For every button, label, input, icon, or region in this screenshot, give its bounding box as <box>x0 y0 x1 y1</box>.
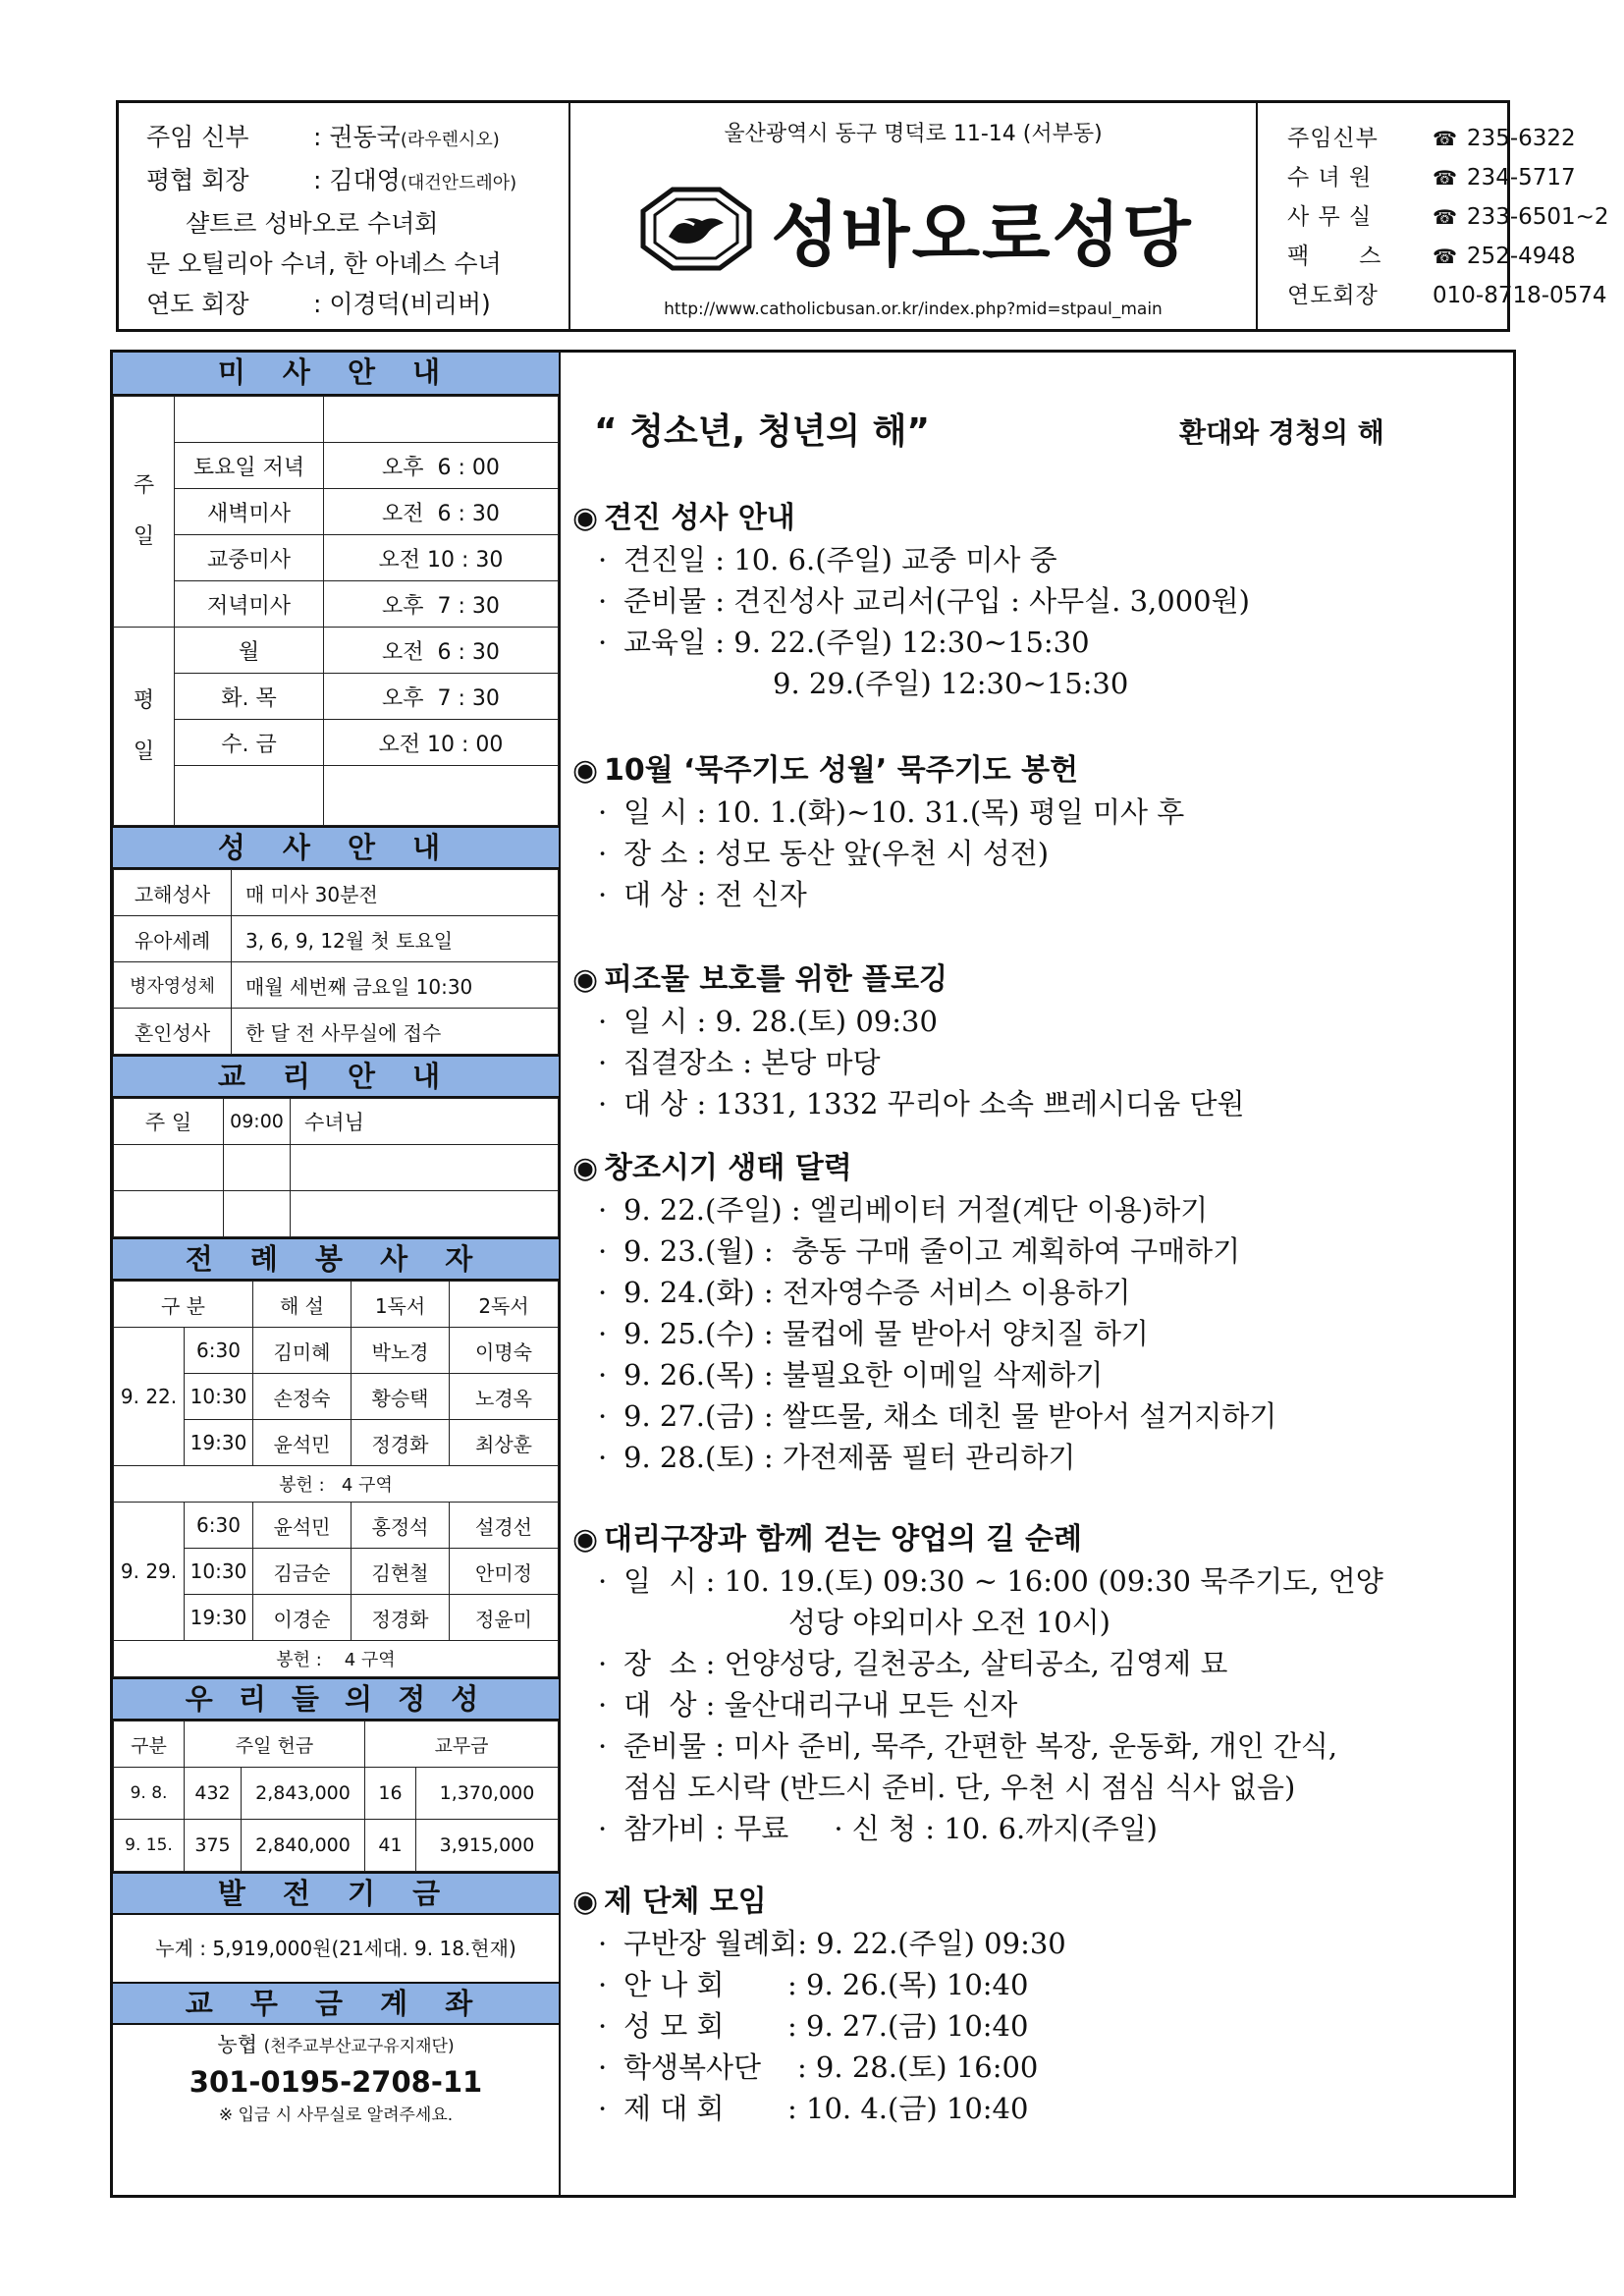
church-name: 성바오로성당 <box>771 193 1193 276</box>
offering-amount: 3,915,000 <box>416 1820 559 1872</box>
announcement-title <box>572 1882 1476 1923</box>
server-time: 10:30 <box>185 1549 253 1595</box>
table-row <box>114 1466 559 1503</box>
dot-icon: · <box>598 837 608 870</box>
announcement-line <box>572 2047 1476 2088</box>
announcement-line-text: 일 시 : 10. 19.(토) 09:30 ~ 16:00 (09:30 묵주기도, 언양 <box>623 1564 1383 1598</box>
server-name: 홍정석 <box>352 1503 450 1549</box>
contact-phone: 233-6501~2 <box>1466 204 1609 230</box>
announcement-line-text: 제 대 회 : 10. 4.(금) 10:40 <box>623 2092 1029 2125</box>
announcement-title <box>572 1519 1476 1560</box>
year-theme-title: “ 청소년, 청년의 해” <box>594 411 931 452</box>
dot-icon: · <box>598 2092 608 2125</box>
announcement-block <box>572 1148 1476 1478</box>
contact-row <box>1287 119 1576 158</box>
table-row <box>114 1191 559 1237</box>
announcement-line <box>572 1560 1476 1602</box>
weekday-label: 평 일 <box>114 628 175 826</box>
contact-label: 주임신부 <box>1287 126 1379 151</box>
catechism-time: 09:00 <box>224 1099 291 1145</box>
church-address: 울산광역시 동구 명덕로 11-14 (서부동) <box>724 122 1103 146</box>
server-name: 설경선 <box>450 1503 559 1549</box>
offerings-section-title: 우 리 들 의 정 성 <box>113 1677 559 1721</box>
server-name: 김금순 <box>253 1549 352 1595</box>
table-row <box>114 1328 559 1374</box>
mass-name: 화. 목 <box>175 674 324 720</box>
account-info <box>113 2025 559 2129</box>
mass-table <box>113 396 559 826</box>
year-theme-subtitle: 환대와 경청의 해 <box>1179 416 1384 449</box>
staff-extra: (라우렌시오) <box>400 130 500 150</box>
announcement-line <box>572 1964 1476 2005</box>
table-cell <box>114 1145 224 1191</box>
servers-table <box>113 1281 559 1677</box>
server-name: 김현철 <box>352 1549 450 1595</box>
contact-label: 수 녀 원 <box>1287 165 1373 191</box>
announcement-title-text: 창조시기 생태 달력 <box>604 1151 852 1185</box>
announcement-line <box>572 1725 1476 1767</box>
mass-time: 오전 10 : 00 <box>324 720 559 766</box>
dot-icon: · <box>598 543 608 576</box>
table-row <box>114 1145 559 1191</box>
announcement-line-text: 9. 23.(월) : 충동 구매 줄이고 계획하여 구매하기 <box>623 1234 1241 1268</box>
announcement-title <box>572 750 1476 792</box>
announcement-line <box>572 1354 1476 1395</box>
contact-label: 연도회장 <box>1287 283 1379 308</box>
server-name: 정윤미 <box>450 1595 559 1641</box>
sacrament-name: 병자영성체 <box>114 962 232 1009</box>
dot-icon: · <box>598 2009 608 2043</box>
announcement-block <box>572 1519 1476 1849</box>
offering-count: 16 <box>365 1768 416 1820</box>
contact-phone: 235-6322 <box>1466 126 1576 151</box>
dot-icon: · <box>598 795 608 829</box>
announcement-line-text: 성당 야외미사 오전 10시) <box>788 1606 1110 1639</box>
sidebar <box>113 353 561 2195</box>
announcement-line <box>572 1001 1476 1042</box>
dot-icon: · <box>598 1729 608 1763</box>
announcement-line-text: 9. 24.(화) : 전자영수증 서비스 이용하기 <box>623 1276 1131 1309</box>
contact-label: 사 무 실 <box>1287 204 1373 230</box>
dot-icon: · <box>598 1441 608 1474</box>
table-cell <box>114 1191 224 1237</box>
announcement-line <box>572 1643 1476 1684</box>
staff-sisters: 문 오틸리아 수녀, 한 아녜스 수녀 <box>146 249 502 278</box>
contact-row <box>1287 158 1576 197</box>
table-cell <box>291 1145 559 1191</box>
announcement-line-text: 일 시 : 9. 28.(토) 09:30 <box>623 1005 938 1038</box>
announcement-line <box>572 622 1476 663</box>
fund-section-title: 발 전 기 금 <box>113 1872 559 1915</box>
staff-label: 주임 신부 <box>146 123 249 151</box>
catechism-section-title: 교 리 안 내 <box>113 1055 559 1098</box>
dot-icon: · <box>598 1358 608 1392</box>
mass-time: 오전 10 : 30 <box>324 535 559 581</box>
announcement-line <box>572 1767 1476 1808</box>
column-header: 구 분 <box>114 1282 253 1328</box>
contact-label: 팩 스 <box>1287 244 1382 269</box>
catechism-table <box>113 1098 559 1237</box>
announcement-line-text: 9. 29.(주일) 12:30~15:30 <box>773 667 1129 700</box>
announcement-line <box>572 2005 1476 2047</box>
dot-icon: · <box>598 1234 608 1268</box>
announcement-line <box>572 663 1476 704</box>
announcement-title-text: 견진 성사 안내 <box>604 501 795 535</box>
table-row <box>114 1641 559 1677</box>
announcement-line-text: 9. 25.(수) : 물컵에 물 받아서 양치질 하기 <box>623 1317 1149 1350</box>
announcement-line <box>572 1808 1476 1849</box>
announcement-title <box>572 498 1476 539</box>
contact-row <box>1287 237 1576 276</box>
account-note: ※ 입금 시 사무실로 알려주세요. <box>218 2105 454 2125</box>
catechism-teacher: 수녀님 <box>291 1099 559 1145</box>
table-cell <box>291 1191 559 1237</box>
sacrament-value: 3, 6, 9, 12월 첫 토요일 <box>232 916 559 962</box>
table-row <box>114 916 559 962</box>
table-row <box>114 581 559 628</box>
sacrament-table <box>113 869 559 1055</box>
announcement-line-text: 참가비 : 무료 · 신 청 : 10. 6.까지(주일) <box>623 1812 1158 1845</box>
offering-count: 375 <box>185 1820 242 1872</box>
sacrament-value: 한 달 전 사무실에 접수 <box>232 1009 559 1055</box>
announcement-line-text: 장 소 : 성모 동산 앞(우천 시 성전) <box>623 837 1050 870</box>
table-cell <box>324 397 559 443</box>
offerings-table <box>113 1721 559 1872</box>
dot-icon: · <box>598 1688 608 1722</box>
sacrament-name: 고해성사 <box>114 870 232 916</box>
announcement-line <box>572 539 1476 580</box>
offering-amount: 2,840,000 <box>242 1820 365 1872</box>
mass-name: 토요일 저녁 <box>175 443 324 489</box>
announcement-title-text: 10월 ‘묵주기도 성월’ 묵주기도 봉헌 <box>604 753 1079 788</box>
announcement-line <box>572 1083 1476 1124</box>
mass-name: 교중미사 <box>175 535 324 581</box>
contact-phone: 010-8718-0574 <box>1433 283 1607 308</box>
account-holder: (천주교부산교구유지재단) <box>263 2037 455 2056</box>
offering-amount: 2,843,000 <box>242 1768 365 1820</box>
announcement-line <box>572 1395 1476 1437</box>
column-header: 구분 <box>114 1722 185 1768</box>
table-row <box>114 1099 559 1145</box>
server-name: 윤석민 <box>253 1503 352 1549</box>
server-name: 황승택 <box>352 1374 450 1420</box>
offering-date: 9. 8. <box>114 1768 185 1820</box>
fund-total: 누계 : 5,919,000원(21세대. 9. 18.현재) <box>155 1937 516 1960</box>
bullet-icon: ◉ <box>572 753 599 788</box>
column-header: 1독서 <box>352 1282 450 1328</box>
server-name: 이경순 <box>253 1595 352 1641</box>
bullet-icon: ◉ <box>572 1885 599 1919</box>
server-name: 윤석민 <box>253 1420 352 1466</box>
announcement-line <box>572 792 1476 833</box>
staff-sisters-order: 샬트르 성바오로 수녀회 <box>186 209 439 238</box>
table-row <box>114 1820 559 1872</box>
offering-count: 41 <box>365 1820 416 1872</box>
server-date: 9. 29. <box>114 1503 185 1641</box>
column-header: 2독서 <box>450 1282 559 1328</box>
server-name: 노경옥 <box>450 1374 559 1420</box>
table-row <box>114 766 559 826</box>
server-name: 박노경 <box>352 1328 450 1374</box>
table-row <box>114 720 559 766</box>
table-cell <box>224 1191 291 1237</box>
mass-time: 오전 6 : 30 <box>324 628 559 674</box>
account-bank: 농협 <box>217 2033 257 2056</box>
mass-name: 새벽미사 <box>175 489 324 535</box>
phone-icon: ☎ <box>1433 127 1457 150</box>
bullet-icon: ◉ <box>572 501 599 535</box>
announcement-line-text: 학생복사단 : 9. 28.(토) 16:00 <box>623 2050 1039 2084</box>
announcement-line <box>572 1602 1476 1643</box>
announcement-line-text: 준비물 : 미사 준비, 묵주, 간편한 복장, 운동화, 개인 간식, <box>623 1729 1338 1763</box>
contact-phone: 234-5717 <box>1466 165 1576 191</box>
announcement-line-text: 대 상 : 1331, 1332 꾸리아 소속 쁘레시디움 단원 <box>623 1087 1245 1121</box>
table-row <box>114 535 559 581</box>
announcement-title-text: 대리구장과 함께 걷는 양업의 길 순례 <box>604 1522 1082 1557</box>
announcement-line <box>572 1923 1476 1964</box>
mass-name: 월 <box>175 628 324 674</box>
announcements <box>563 353 1513 2195</box>
announcement-line-text: 9. 26.(목) : 불필요한 이메일 삭제하기 <box>623 1358 1104 1392</box>
staff-label: 연도 회장 <box>146 290 249 318</box>
dot-icon: · <box>598 1564 608 1598</box>
table-cell <box>324 766 559 826</box>
staff-value: 이경덕(비리버) <box>329 290 491 318</box>
announcement-line <box>572 1684 1476 1725</box>
announcement-line-text: 점심 도시락 (반드시 준비. 단, 우천 시 점심 식사 없음) <box>623 1771 1296 1804</box>
announcement-block <box>572 498 1476 704</box>
announcement-line-text: 대 상 : 울산대리구내 모든 신자 <box>623 1688 1018 1722</box>
sunday-label: 주 일 <box>114 397 175 628</box>
announcement-line <box>572 1272 1476 1313</box>
table-row <box>114 1722 559 1768</box>
dot-icon: · <box>598 2050 608 2084</box>
dot-icon: · <box>598 1927 608 1960</box>
table-row <box>114 1503 559 1549</box>
offering-count: 432 <box>185 1768 242 1820</box>
dot-icon: · <box>598 1317 608 1350</box>
bullet-icon: ◉ <box>572 962 599 997</box>
announcement-line-text: 준비물 : 견진성사 교리서(구입 : 사무실. 3,000원) <box>623 584 1250 618</box>
announcement-line-text: 구반장 월례회: 9. 22.(주일) 09:30 <box>623 1927 1066 1960</box>
server-name: 김미혜 <box>253 1328 352 1374</box>
announcement-line <box>572 1189 1476 1230</box>
announcement-line-text: 대 상 : 전 신자 <box>623 878 807 911</box>
sacrament-name: 유아세례 <box>114 916 232 962</box>
table-cell <box>175 397 324 443</box>
server-name: 안미정 <box>450 1549 559 1595</box>
dot-icon: · <box>598 1087 608 1121</box>
phone-icon: ☎ <box>1433 205 1457 229</box>
announcement-title-text: 제 단체 모임 <box>604 1885 767 1919</box>
dove-emblem-icon <box>633 182 759 276</box>
offering-zone: 봉헌 : 4 구역 <box>114 1641 559 1677</box>
server-time: 6:30 <box>185 1503 253 1549</box>
mass-name: 저녁미사 <box>175 581 324 628</box>
announcement-line-text: 9. 28.(토) : 가전제품 필터 관리하기 <box>623 1441 1076 1474</box>
bullet-icon: ◉ <box>572 1151 599 1185</box>
dot-icon: · <box>598 1812 608 1845</box>
column-header: 주일 헌금 <box>185 1722 365 1768</box>
sacrament-section-title: 성 사 안 내 <box>113 826 559 869</box>
announcement-line-text: 일 시 : 10. 1.(화)~10. 31.(목) 평일 미사 후 <box>623 795 1185 829</box>
dot-icon: · <box>598 1968 608 2001</box>
catechism-day: 주 일 <box>114 1099 224 1145</box>
announcement-line <box>572 833 1476 874</box>
mass-time: 오후 6 : 00 <box>324 443 559 489</box>
announcement-line <box>572 874 1476 915</box>
contact-row <box>1287 276 1607 315</box>
dot-icon: · <box>598 1046 608 1079</box>
offering-amount: 1,370,000 <box>416 1768 559 1820</box>
contact-list <box>1258 103 1609 345</box>
announcement-title-text: 피조물 보호를 위한 플로깅 <box>604 962 948 997</box>
table-row <box>114 962 559 1009</box>
server-name: 최상훈 <box>450 1420 559 1466</box>
announcement-block <box>572 1882 1476 2129</box>
table-cell <box>224 1145 291 1191</box>
table-row <box>114 397 559 443</box>
mass-name: 수. 금 <box>175 720 324 766</box>
announcement-line-text: 9. 27.(금) : 쌀뜨물, 채소 데친 물 받아서 설거지하기 <box>623 1399 1277 1433</box>
server-name: 정경화 <box>352 1420 450 1466</box>
dot-icon: · <box>598 1399 608 1433</box>
table-cell <box>175 766 324 826</box>
server-date: 9. 22. <box>114 1328 185 1466</box>
account-section-title: 교 무 금 계 좌 <box>113 1982 559 2025</box>
staff-memorial: 연도 회장 : 이경덕(비리버) <box>146 284 568 324</box>
table-row <box>114 628 559 674</box>
table-row <box>114 674 559 720</box>
mass-time: 오후 7 : 30 <box>324 674 559 720</box>
announcement-title <box>572 1148 1476 1189</box>
announcement-line <box>572 1042 1476 1083</box>
staff-value: 권동국 <box>329 123 401 151</box>
server-name: 손정숙 <box>253 1374 352 1420</box>
announcement-line-text: 집결장소 : 본당 마당 <box>623 1046 881 1079</box>
table-row <box>114 443 559 489</box>
server-time: 19:30 <box>185 1595 253 1641</box>
dot-icon: · <box>598 1005 608 1038</box>
server-time: 6:30 <box>185 1328 253 1374</box>
dot-icon: · <box>598 878 608 911</box>
table-row <box>114 1282 559 1328</box>
table-row <box>114 489 559 535</box>
church-logo <box>570 180 1256 278</box>
offering-zone: 봉헌 : 4 구역 <box>114 1466 559 1503</box>
servers-section-title: 전 례 봉 사 자 <box>113 1237 559 1281</box>
table-row <box>114 1768 559 1820</box>
dot-icon: · <box>598 1193 608 1227</box>
announcement-title <box>572 959 1476 1001</box>
column-header: 해 설 <box>253 1282 352 1328</box>
column-header: 교무금 <box>365 1722 559 1768</box>
announcement-line-text: 9. 22.(주일) : 엘리베이터 거절(계단 이용)하기 <box>623 1193 1209 1227</box>
contact-row <box>1287 197 1609 237</box>
mass-time: 오전 6 : 30 <box>324 489 559 535</box>
announcement-line-text: 교육일 : 9. 22.(주일) 12:30~15:30 <box>623 626 1090 659</box>
table-row <box>114 870 559 916</box>
staff-value: 김대영 <box>329 166 401 194</box>
announcement-line <box>572 580 1476 622</box>
sacrament-value: 매월 세번째 금요일 10:30 <box>232 962 559 1009</box>
staff-list <box>119 103 570 329</box>
staff-pastor: 주임 신부 : 권동국(라우렌시오) <box>146 117 568 160</box>
phone-icon: ☎ <box>1433 166 1457 190</box>
server-time: 10:30 <box>185 1374 253 1420</box>
dot-icon: · <box>598 1276 608 1309</box>
church-identity <box>570 103 1258 329</box>
announcement-line-text: 안 나 회 : 9. 26.(목) 10:40 <box>623 1968 1029 2001</box>
announcement-line-text: 장 소 : 언양성당, 길천공소, 살티공소, 김영제 묘 <box>623 1647 1228 1680</box>
account-bank-line <box>113 2029 559 2062</box>
server-name: 이명숙 <box>450 1328 559 1374</box>
dot-icon: · <box>598 584 608 618</box>
sacrament-value: 매 미사 30분전 <box>232 870 559 916</box>
bulletin-header <box>116 100 1609 332</box>
dot-icon: · <box>598 626 608 659</box>
staff-council: 평협 회장 : 김대영(대건안드레아) <box>146 160 568 203</box>
phone-icon: ☎ <box>1433 245 1457 268</box>
mass-time: 오후 7 : 30 <box>324 581 559 628</box>
bullet-icon: ◉ <box>572 1522 599 1557</box>
mass-section-title: 미 사 안 내 <box>113 353 559 396</box>
contact-phone: 252-4948 <box>1466 244 1576 269</box>
dot-icon: · <box>598 1647 608 1680</box>
offering-date: 9. 15. <box>114 1820 185 1872</box>
account-number: 301-0195-2708-11 <box>189 2065 483 2099</box>
church-url[interactable]: http://www.catholicbusan.or.kr/index.php?mid=stpaul_main <box>664 300 1163 319</box>
staff-extra: (대건안드레아) <box>400 173 517 193</box>
announcement-line <box>572 2088 1476 2129</box>
bulletin-body <box>110 350 1516 2198</box>
announcement-line <box>572 1437 1476 1478</box>
announcement-line <box>572 1230 1476 1272</box>
sacrament-name: 혼인성사 <box>114 1009 232 1055</box>
staff-label: 평협 회장 <box>146 166 249 194</box>
announcement-line <box>572 1313 1476 1354</box>
announcement-line-text: 성 모 회 : 9. 27.(금) 10:40 <box>623 2009 1029 2043</box>
server-time: 19:30 <box>185 1420 253 1466</box>
announcement-block <box>572 750 1476 915</box>
announcement-line-text: 견진일 : 10. 6.(주일) 교중 미사 중 <box>623 543 1057 576</box>
table-row <box>114 1009 559 1055</box>
server-name: 정경화 <box>352 1595 450 1641</box>
announcement-block <box>572 959 1476 1124</box>
